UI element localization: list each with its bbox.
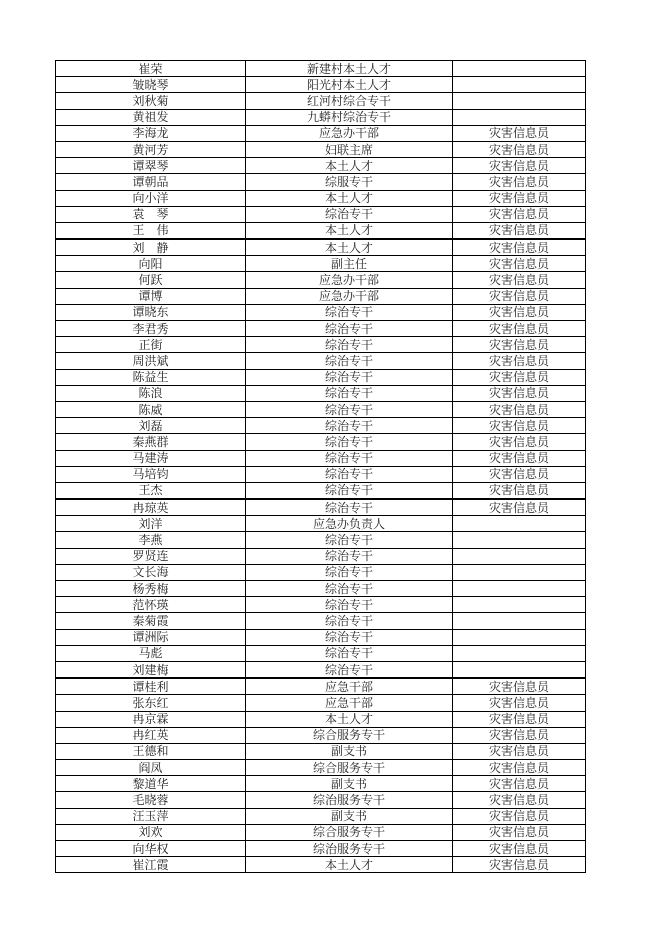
name-cell[interactable]: 向小洋 <box>56 190 246 206</box>
role-cell[interactable]: 灾害信息员 <box>453 857 586 873</box>
name-cell[interactable]: 阎凤 <box>56 760 246 776</box>
position-cell[interactable]: 副主任 <box>246 256 453 272</box>
name-cell[interactable]: 何跃 <box>56 272 246 288</box>
role-cell[interactable]: 灾害信息员 <box>453 450 586 466</box>
table-row <box>56 369 586 385</box>
position-cell[interactable]: 综治专干 <box>246 548 453 564</box>
position-cell[interactable]: 应急办负责人 <box>246 516 453 532</box>
table-row <box>56 239 586 256</box>
table-row <box>56 190 586 206</box>
role-cell[interactable]: 灾害信息员 <box>453 841 586 857</box>
position-cell[interactable]: 综治专干 <box>246 385 453 401</box>
position-cell[interactable]: 综治专干 <box>246 597 453 613</box>
position-cell[interactable]: 综治专干 <box>246 661 453 678</box>
table-row <box>56 109 586 125</box>
role-cell[interactable]: 灾害信息员 <box>453 695 586 711</box>
position-cell[interactable]: 综治专干 <box>246 337 453 353</box>
table-row <box>56 841 586 857</box>
name-cell[interactable]: 周洪斌 <box>56 353 246 369</box>
position-cell[interactable]: 应急干部 <box>246 695 453 711</box>
table-row <box>56 613 586 629</box>
role-cell[interactable]: 灾害信息员 <box>453 418 586 434</box>
table-row <box>56 857 586 873</box>
role-cell[interactable]: 灾害信息员 <box>453 808 586 824</box>
position-cell[interactable]: 综治专干 <box>246 482 453 499</box>
position-cell[interactable]: 综治专干 <box>246 564 453 580</box>
position-cell[interactable]: 红河村综合专干 <box>246 93 453 109</box>
role-cell[interactable]: 灾害信息员 <box>453 760 586 776</box>
position-cell[interactable]: 应急干部 <box>246 678 453 695</box>
name-cell[interactable]: 刘磊 <box>56 418 246 434</box>
table-row <box>56 760 586 776</box>
table-row <box>56 272 586 288</box>
table-row <box>56 482 586 499</box>
position-cell[interactable]: 综治专干 <box>246 645 453 661</box>
name-cell[interactable]: 马培钧 <box>56 466 246 482</box>
role-cell[interactable]: 灾害信息员 <box>453 304 586 320</box>
table-row <box>56 711 586 727</box>
role-cell[interactable]: 灾害信息员 <box>453 482 586 499</box>
table-row <box>56 450 586 466</box>
role-cell[interactable] <box>453 93 586 109</box>
table-row <box>56 288 586 304</box>
position-cell[interactable]: 综治专干 <box>246 434 453 450</box>
name-cell[interactable]: 马彪 <box>56 645 246 661</box>
role-cell[interactable] <box>453 516 586 532</box>
role-cell[interactable] <box>453 629 586 645</box>
role-cell[interactable]: 灾害信息员 <box>453 256 586 272</box>
name-cell[interactable]: 李海龙 <box>56 125 246 141</box>
table-row <box>56 597 586 613</box>
role-cell[interactable] <box>453 564 586 580</box>
name-cell[interactable]: 马建涛 <box>56 450 246 466</box>
name-cell[interactable]: 陈浪 <box>56 385 246 401</box>
table-row <box>56 304 586 320</box>
role-cell[interactable]: 灾害信息员 <box>453 337 586 353</box>
table-row <box>56 678 586 695</box>
position-cell[interactable]: 综治专干 <box>246 369 453 385</box>
table-row <box>56 93 586 109</box>
table-row <box>56 581 586 597</box>
position-cell[interactable]: 副支书 <box>246 808 453 824</box>
role-cell[interactable]: 灾害信息员 <box>453 190 586 206</box>
name-cell[interactable]: 范怀瑛 <box>56 597 246 613</box>
name-cell[interactable]: 陈益生 <box>56 369 246 385</box>
role-cell[interactable]: 灾害信息员 <box>453 222 586 239</box>
personnel-table <box>55 60 586 873</box>
position-cell[interactable]: 综治专干 <box>246 466 453 482</box>
position-cell[interactable]: 综治专干 <box>246 418 453 434</box>
position-cell[interactable]: 综治专干 <box>246 206 453 222</box>
table-row <box>56 499 586 516</box>
table-row <box>56 256 586 272</box>
position-cell[interactable]: 应急办干部 <box>246 125 453 141</box>
position-cell[interactable]: 综服专干 <box>246 174 453 190</box>
position-cell[interactable]: 综治专干 <box>246 450 453 466</box>
position-cell[interactable]: 综治专干 <box>246 401 453 417</box>
role-cell[interactable]: 灾害信息员 <box>453 824 586 840</box>
table-row <box>56 77 586 93</box>
name-cell[interactable]: 杨秀梅 <box>56 581 246 597</box>
position-cell[interactable]: 九蟒村综治专干 <box>246 109 453 125</box>
table-row <box>56 695 586 711</box>
position-cell[interactable]: 综治专干 <box>246 629 453 645</box>
name-cell[interactable]: 王杰 <box>56 482 246 499</box>
role-cell[interactable] <box>453 548 586 564</box>
position-cell[interactable]: 应急办干部 <box>246 272 453 288</box>
name-cell[interactable]: 毛晓蓉 <box>56 792 246 808</box>
table-row <box>56 337 586 353</box>
position-cell[interactable]: 综治专干 <box>246 532 453 548</box>
table-row <box>56 158 586 174</box>
role-cell[interactable] <box>453 109 586 125</box>
role-cell[interactable]: 灾害信息员 <box>453 141 586 157</box>
name-cell[interactable]: 袁 琴 <box>56 206 246 222</box>
role-cell[interactable]: 灾害信息员 <box>453 401 586 417</box>
role-cell[interactable]: 灾害信息员 <box>453 711 586 727</box>
role-cell[interactable] <box>453 532 586 548</box>
table-row <box>56 321 586 337</box>
name-cell[interactable]: 王德和 <box>56 743 246 759</box>
role-cell[interactable]: 灾害信息员 <box>453 174 586 190</box>
table-row <box>56 418 586 434</box>
position-cell[interactable]: 副支书 <box>246 743 453 759</box>
table-row <box>56 548 586 564</box>
position-cell[interactable]: 综合服务专干 <box>246 760 453 776</box>
name-cell[interactable]: 冉琼英 <box>56 499 246 516</box>
name-cell[interactable]: 崔江霞 <box>56 857 246 873</box>
name-cell[interactable]: 谭洲际 <box>56 629 246 645</box>
name-cell[interactable]: 冉红英 <box>56 727 246 743</box>
position-cell[interactable]: 综治专干 <box>246 499 453 516</box>
position-cell[interactable]: 本土人才 <box>246 222 453 239</box>
name-cell[interactable]: 谭翠琴 <box>56 158 246 174</box>
position-cell[interactable]: 本土人才 <box>246 158 453 174</box>
table-row <box>56 353 586 369</box>
table-row <box>56 222 586 239</box>
table-row <box>56 792 586 808</box>
name-cell[interactable]: 陈威 <box>56 401 246 417</box>
table-row <box>56 61 586 77</box>
name-cell[interactable]: 秦燕群 <box>56 434 246 450</box>
table-row <box>56 141 586 157</box>
table-row <box>56 206 586 222</box>
position-cell[interactable]: 本土人才 <box>246 239 453 256</box>
name-cell[interactable]: 刘秋菊 <box>56 93 246 109</box>
name-cell[interactable]: 刘洋 <box>56 516 246 532</box>
role-cell[interactable]: 灾害信息员 <box>453 743 586 759</box>
position-cell[interactable]: 综治服务专干 <box>246 792 453 808</box>
position-cell[interactable]: 综合服务专干 <box>246 824 453 840</box>
table-row <box>56 629 586 645</box>
role-cell[interactable] <box>453 61 586 77</box>
name-cell[interactable]: 汪玉萍 <box>56 808 246 824</box>
table-row <box>56 516 586 532</box>
table-row <box>56 824 586 840</box>
role-cell[interactable]: 灾害信息员 <box>453 288 586 304</box>
name-cell[interactable]: 向华权 <box>56 841 246 857</box>
table-row <box>56 401 586 417</box>
name-cell[interactable]: 秦菊霞 <box>56 613 246 629</box>
table-row <box>56 532 586 548</box>
position-cell[interactable]: 综合服务专干 <box>246 727 453 743</box>
role-cell[interactable] <box>453 645 586 661</box>
role-cell[interactable]: 灾害信息员 <box>453 125 586 141</box>
position-cell[interactable]: 本土人才 <box>246 857 453 873</box>
role-cell[interactable]: 灾害信息员 <box>453 321 586 337</box>
position-cell[interactable]: 应急办干部 <box>246 288 453 304</box>
table-row <box>56 434 586 450</box>
position-cell[interactable]: 综治服务专干 <box>246 841 453 857</box>
name-cell[interactable]: 皱晓琴 <box>56 77 246 93</box>
table-row <box>56 661 586 678</box>
role-cell[interactable]: 灾害信息员 <box>453 499 586 516</box>
role-cell[interactable]: 灾害信息员 <box>453 434 586 450</box>
table-row <box>56 645 586 661</box>
personnel-table-body <box>56 61 586 873</box>
table-row <box>56 385 586 401</box>
name-cell[interactable]: 谭博 <box>56 288 246 304</box>
name-cell[interactable]: 黄祖发 <box>56 109 246 125</box>
role-cell[interactable] <box>453 597 586 613</box>
name-cell[interactable]: 正街 <box>56 337 246 353</box>
position-cell[interactable]: 综治专干 <box>246 581 453 597</box>
name-cell[interactable]: 向阳 <box>56 256 246 272</box>
name-cell[interactable]: 谭朝品 <box>56 174 246 190</box>
role-cell[interactable] <box>453 581 586 597</box>
table-row <box>56 125 586 141</box>
table-row <box>56 727 586 743</box>
role-cell[interactable]: 灾害信息员 <box>453 678 586 695</box>
role-cell[interactable] <box>453 77 586 93</box>
role-cell[interactable]: 灾害信息员 <box>453 792 586 808</box>
name-cell[interactable]: 李君秀 <box>56 321 246 337</box>
name-cell[interactable]: 王 伟 <box>56 222 246 239</box>
position-cell[interactable]: 本土人才 <box>246 711 453 727</box>
name-cell[interactable]: 谭晓东 <box>56 304 246 320</box>
role-cell[interactable]: 灾害信息员 <box>453 727 586 743</box>
name-cell[interactable]: 刘 静 <box>56 239 246 256</box>
position-cell[interactable]: 新建村本土人才 <box>246 61 453 77</box>
name-cell[interactable]: 黄河芳 <box>56 141 246 157</box>
name-cell[interactable]: 李燕 <box>56 532 246 548</box>
name-cell[interactable]: 文长海 <box>56 564 246 580</box>
position-cell[interactable]: 综治专干 <box>246 304 453 320</box>
role-cell[interactable] <box>453 661 586 678</box>
table-row <box>56 776 586 792</box>
table-row <box>56 564 586 580</box>
role-cell[interactable]: 灾害信息员 <box>453 239 586 256</box>
role-cell[interactable] <box>453 613 586 629</box>
position-cell[interactable]: 综治专干 <box>246 321 453 337</box>
name-cell[interactable]: 谭桂利 <box>56 678 246 695</box>
position-cell[interactable]: 阳光村本土人才 <box>246 77 453 93</box>
role-cell[interactable]: 灾害信息员 <box>453 385 586 401</box>
name-cell[interactable]: 黎道华 <box>56 776 246 792</box>
role-cell[interactable]: 灾害信息员 <box>453 158 586 174</box>
position-cell[interactable]: 综治专干 <box>246 353 453 369</box>
table-row <box>56 808 586 824</box>
name-cell[interactable]: 刘欢 <box>56 824 246 840</box>
position-cell[interactable]: 副支书 <box>246 776 453 792</box>
role-cell[interactable]: 灾害信息员 <box>453 776 586 792</box>
name-cell[interactable]: 张东红 <box>56 695 246 711</box>
table-row <box>56 466 586 482</box>
role-cell[interactable]: 灾害信息员 <box>453 353 586 369</box>
role-cell[interactable]: 灾害信息员 <box>453 272 586 288</box>
name-cell[interactable]: 罗贤连 <box>56 548 246 564</box>
role-cell[interactable]: 灾害信息员 <box>453 466 586 482</box>
role-cell[interactable]: 灾害信息员 <box>453 369 586 385</box>
position-cell[interactable]: 本土人才 <box>246 190 453 206</box>
name-cell[interactable]: 刘建梅 <box>56 661 246 678</box>
position-cell[interactable]: 妇联主席 <box>246 141 453 157</box>
table-row <box>56 174 586 190</box>
role-cell[interactable]: 灾害信息员 <box>453 206 586 222</box>
table-row <box>56 743 586 759</box>
position-cell[interactable]: 综治专干 <box>246 613 453 629</box>
name-cell[interactable]: 冉京霖 <box>56 711 246 727</box>
name-cell[interactable]: 崔荣 <box>56 61 246 77</box>
